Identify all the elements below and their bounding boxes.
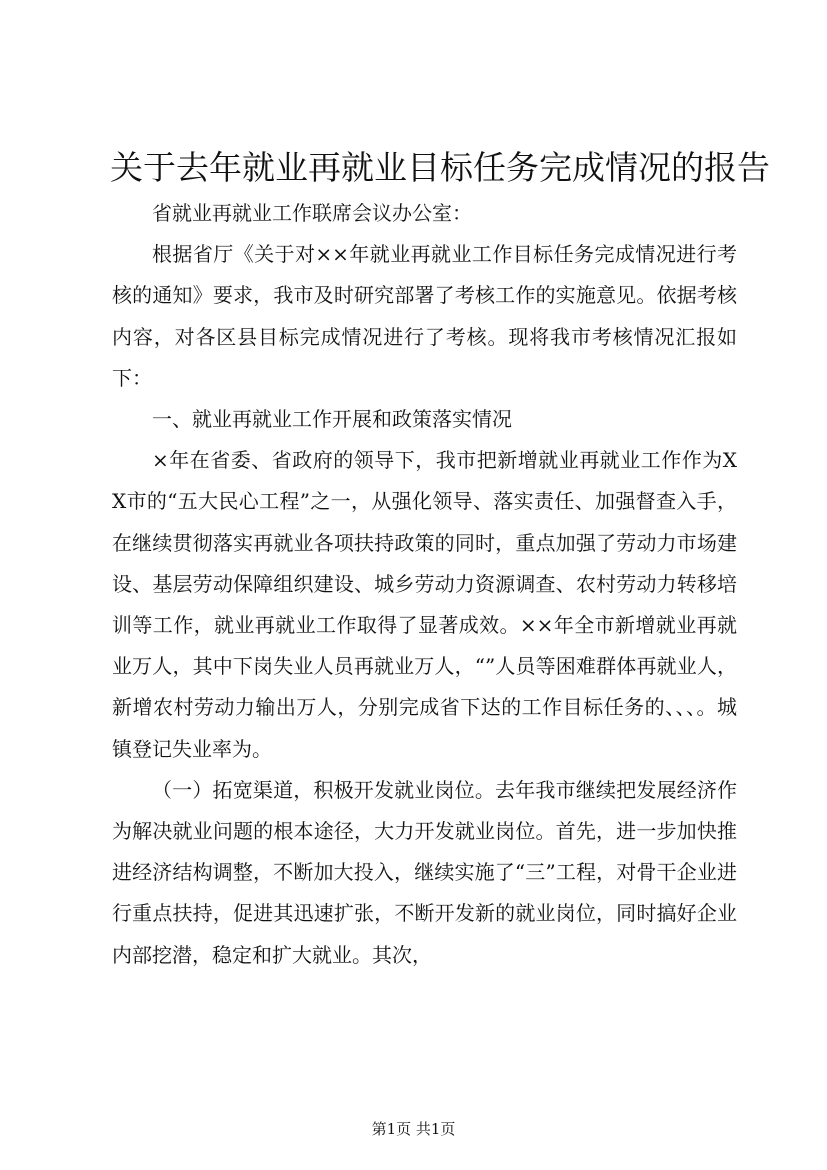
- page-footer: 第1页 共1页: [371, 1120, 456, 1138]
- section-heading: 一、就业再就业工作开展和政策落实情况: [152, 407, 512, 432]
- document-title: 关于去年就业再就业目标任务完成情况的报告: [110, 148, 770, 187]
- intro-paragraph: 根据省厅《关于对××年就业再就业工作目标任务完成情况进行考核的通知》要求，我市及时研究部署了考核工作的实施意见。依据考核内容，对各区县目标完成情况进行了考核。现将我市考核情况汇报如下：: [112, 242, 737, 390]
- subsection-paragraph: （一）拓宽渠道，积极开发就业岗位。去年我市继续把发展经济作为解决就业问题的根本途径，大力开发就业岗位。首先，进一步加快推进经济结构调整，不断加大投入，继续实施了“三”工程，对骨干企业进行重点扶持，促进其迅速扩张，不断开发新的就业岗位，同时搞好企业内部挖潜，稳定和扩大就业。其次，: [112, 777, 737, 967]
- body-paragraph: ×年在省委、省政府的领导下，我市把新增就业再就业工作作为XX市的“五大民心工程”之一，从强化领导、落实责任、加强督查入手，在继续贯彻落实再就业各项扶持政策的同时，重点加强了劳动力市场建设、基层劳动保障组织建设、城乡劳动力资源调查、农村劳动力转移培训等工作，就业再就业工作取得了显著成效。××年全市新增就业再就业万人，其中下岗失业人员再就业万人，“”人员等困难群体再就业人，新增农村劳动力输出万人，分别完成省下达的工作目标任务的、、、。城镇登记失业率为。: [112, 448, 737, 761]
- salutation: 省就业再就业工作联席会议办公室：: [152, 201, 472, 225]
- document-body: [112, 193, 737, 976]
